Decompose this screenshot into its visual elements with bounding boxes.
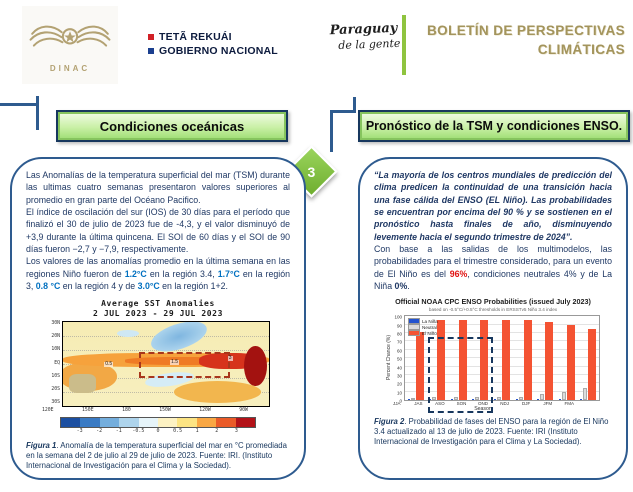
colorbar-segment bbox=[197, 418, 216, 427]
map-y-tick: 10N bbox=[51, 347, 60, 353]
chart-bar bbox=[588, 329, 596, 400]
text-segment: en la región 3.4, bbox=[146, 268, 218, 279]
chart-y-tick: 40 bbox=[396, 365, 402, 371]
chart-bar bbox=[480, 320, 488, 401]
figure2-caption bbox=[374, 417, 612, 447]
chart-bar bbox=[516, 399, 518, 400]
chart-bar bbox=[429, 399, 431, 400]
blue-square-icon bbox=[148, 48, 154, 54]
enso-paragraph-2 bbox=[374, 243, 612, 292]
chart-bar bbox=[562, 392, 566, 400]
legend-row bbox=[408, 330, 438, 336]
text-segment: Con base a las salidas de los multimodelos, las probabilidades para el trimestre considerado, para un evento de El Niño es del bbox=[374, 243, 612, 279]
enso-forecast-panel bbox=[358, 157, 628, 480]
chart-bar bbox=[411, 398, 415, 401]
enso-probability-figure bbox=[374, 297, 612, 447]
gov-line-1 bbox=[148, 30, 278, 44]
paraguay-slogan bbox=[329, 21, 400, 53]
map-land-australia bbox=[69, 374, 96, 392]
colorbar-segment bbox=[236, 418, 255, 427]
map-colorbar bbox=[60, 417, 256, 436]
map-y-tick: 10S bbox=[51, 373, 60, 379]
chart-x-tick: DJF bbox=[522, 401, 531, 407]
gov-line1-text: TETÃ REKUÁI bbox=[159, 31, 232, 43]
chart-bar bbox=[580, 399, 582, 400]
colorbar-tick: 0.5 bbox=[173, 428, 183, 435]
chart-bar bbox=[559, 399, 561, 400]
chart-y-tick: 10 bbox=[396, 390, 402, 396]
legend-label: La Niña bbox=[422, 318, 438, 324]
text-segment: . bbox=[407, 280, 410, 291]
chart-x-tick: JFM bbox=[543, 401, 553, 407]
legend-label: Neutral bbox=[422, 324, 437, 330]
enso-quote: “La mayoría de los centros mundiales de predicción del clima predicen la continuidad de una transición hacia una fase cálida del ENSO (EL Niño). Las probabilidades se encuentran por encima del 90 % y se sostienen en el pronóstico hasta finales de año, disminuyendo levemente hacia el segundo trimestre de 2024”. bbox=[374, 170, 612, 242]
chart-bar bbox=[416, 332, 424, 400]
colorbar-segment bbox=[177, 418, 196, 427]
chart-bar bbox=[502, 320, 510, 401]
text-segment: 3.0°C bbox=[137, 280, 160, 291]
chart-legend bbox=[408, 318, 438, 336]
chart-bar bbox=[459, 320, 467, 401]
chart-y-tick: 90 bbox=[396, 323, 402, 329]
left-section-title-text: Condiciones oceánicas bbox=[99, 118, 245, 134]
chart-x-tick: ASO bbox=[435, 401, 445, 407]
chart-bar bbox=[472, 399, 474, 400]
map-y-tick: 30N bbox=[51, 321, 60, 327]
sst-anomaly-map bbox=[62, 321, 270, 407]
text-segment: Los valores de las anomalías promedio en la última semana en las regiones Niño fueron de bbox=[26, 256, 290, 279]
chart-bar bbox=[494, 399, 496, 400]
chart-x-tick: SON bbox=[456, 401, 467, 407]
chart-y-tick: 70 bbox=[396, 339, 402, 345]
right-section-title-text: Pronóstico de la TSM y condiciones ENSO. bbox=[365, 119, 623, 133]
dinac-logo bbox=[22, 6, 118, 84]
map-title-line2: 2 JUL 2023 - 29 JUL 2023 bbox=[93, 308, 223, 318]
enso-bar-plot bbox=[404, 315, 600, 401]
ocean-paragraph-2: El índice de oscilación del sur (IOS) de 30 días para el período que finalizó el 30 de julio de 2023 fue de -4,3, y el valor disminuyó de +3,9 durante la última quincena. El SOI de 60 días y el SOI de 90 días fueron −2,7 y −7,9, respectivamente. bbox=[26, 206, 290, 254]
chart-x-tick: OND bbox=[478, 401, 489, 407]
text-segment: 0% bbox=[394, 280, 408, 291]
mid-bracket-vertical bbox=[330, 110, 333, 152]
map-contour-label-a: 0.5 bbox=[105, 361, 113, 368]
left-bracket-vertical bbox=[36, 96, 39, 130]
map-y-tick: 30S bbox=[51, 400, 60, 406]
colorbar-tick: 0 bbox=[156, 428, 160, 435]
text-segment: 4% bbox=[563, 268, 577, 279]
bar-cluster-jfm bbox=[556, 316, 578, 400]
ocean-conditions-panel bbox=[10, 157, 306, 480]
map-x-tick: 120E bbox=[42, 408, 54, 414]
left-bracket-horizontal bbox=[0, 103, 38, 106]
map-x-tick: 150E bbox=[82, 408, 94, 414]
chart-x-tick: NDJ bbox=[500, 401, 509, 407]
chart-bar bbox=[437, 320, 445, 401]
chart-y-tick: 60 bbox=[396, 348, 402, 354]
colorbar-tick: 2 bbox=[215, 428, 219, 435]
figure1-caption-label: Figura 1 bbox=[26, 441, 57, 451]
chart-bar bbox=[537, 399, 539, 400]
text-segment: 1.7°C bbox=[217, 268, 240, 279]
chart-subtitle: based on -0.5°C/+0.5°C thresholds in ERSSTv5 Niño 3.4 index bbox=[428, 307, 558, 313]
chart-bar bbox=[497, 397, 501, 400]
text-segment: 1.2°C bbox=[124, 268, 147, 279]
map-y-axis-labels bbox=[46, 321, 62, 405]
chart-x-tick: JAS bbox=[414, 401, 423, 407]
ocean-paragraph-1: Las Anomalías de la temperatura superficial del mar (TSM) durante las ultimas cuatro semanas presentaron valores superiores al promedio en gran parte del Océano Pacifico. bbox=[26, 170, 290, 205]
figure2-caption-text: . Probabilidad de fases del ENSO para la región de El Niño 3.4 actualizado al 13 de julio de 2023. Fuente: IRI (Instituto Internacional de Investigación para el Clima y La Sociedad). bbox=[374, 417, 609, 447]
chart-x-tick: FMA bbox=[564, 401, 575, 407]
header-divider bbox=[402, 15, 406, 75]
chart-y-axis-label: Percent Chance (%) bbox=[386, 334, 392, 380]
text-segment: 0.8 °C bbox=[35, 280, 61, 291]
government-brand bbox=[148, 30, 278, 58]
gov-line-2 bbox=[148, 44, 278, 58]
legend-swatch-icon bbox=[408, 330, 420, 336]
bar-cluster-son bbox=[470, 316, 492, 400]
red-square-icon bbox=[148, 34, 154, 40]
chart-bar bbox=[524, 320, 532, 401]
colorbar-tick: -3 bbox=[76, 428, 83, 435]
chart-y-tick: 100 bbox=[394, 314, 402, 320]
nino34-dashed-box bbox=[139, 352, 230, 378]
text-segment: en la región 3, bbox=[26, 268, 291, 291]
map-contour-label-b: 1.5 bbox=[171, 358, 179, 365]
text-segment: en la región 1+2. bbox=[159, 280, 228, 291]
left-section-title bbox=[56, 110, 288, 142]
slogan-line2: de la gente bbox=[338, 36, 401, 52]
map-x-tick: 180 bbox=[122, 408, 131, 414]
sst-anomaly-figure bbox=[26, 299, 290, 471]
colorbar-segment bbox=[61, 418, 80, 427]
right-section-title bbox=[358, 110, 630, 142]
bar-cluster-aso bbox=[448, 316, 470, 400]
bar-cluster-ond bbox=[491, 316, 513, 400]
map-y-tick: 20N bbox=[51, 334, 60, 340]
colorbar-segment bbox=[100, 418, 119, 427]
map-x-axis-labels bbox=[42, 408, 248, 413]
ocean-paragraph-3 bbox=[26, 255, 290, 292]
colorbar-tick: -1 bbox=[115, 428, 122, 435]
figure2-caption-label: Figura 2 bbox=[374, 417, 405, 427]
bulletin-title-line1: BOLETÍN DE PERSPECTIVAS bbox=[427, 23, 625, 38]
map-hot-coast bbox=[244, 346, 267, 386]
dinac-logo-text: DINAC bbox=[49, 63, 91, 73]
chart-bar bbox=[567, 325, 575, 401]
chart-y-tick: 30 bbox=[396, 373, 402, 379]
chart-bar bbox=[475, 397, 479, 400]
bar-cluster-fma bbox=[578, 316, 600, 400]
chart-bar bbox=[454, 397, 458, 400]
chart-y-tick: 20 bbox=[396, 381, 402, 387]
map-warm-southeast bbox=[174, 381, 261, 403]
gov-line2-text: GOBIERNO NACIONAL bbox=[159, 45, 278, 57]
chart-y-tick: 0 bbox=[399, 398, 402, 404]
map-contour-label-c: 3 bbox=[228, 354, 232, 361]
chart-y-tick: 50 bbox=[396, 356, 402, 362]
chart-title: Official NOAA CPC ENSO Probabilities (issued July 2023) bbox=[395, 297, 591, 307]
colorbar-segment bbox=[139, 418, 158, 427]
map-x-tick: 120W bbox=[199, 408, 211, 414]
chart-x-axis-label: Season bbox=[474, 406, 492, 413]
figure1-caption-text: . Anomalía de la temperatura superficial del mar en °C promediada en la semana del 2 de julio al 29 de julio de 2023. Fuente: IRI. (Instituto Internacional de Investigación para el Clima y la Sociedad). bbox=[26, 441, 287, 471]
map-title-line1: Average SST Anomalies bbox=[101, 299, 215, 309]
chart-bar bbox=[519, 397, 523, 400]
chart-bar bbox=[545, 322, 553, 400]
colorbar-ticks bbox=[60, 428, 256, 436]
mid-bracket-tick bbox=[353, 97, 356, 113]
chart-bar bbox=[432, 397, 436, 400]
dinac-wings-icon bbox=[28, 18, 112, 63]
colorbar-segment bbox=[80, 418, 99, 427]
map-y-tick: EQ bbox=[54, 360, 60, 366]
step-badge-number: 3 bbox=[307, 163, 316, 180]
slogan-line1: Paraguay bbox=[329, 20, 398, 39]
text-segment: 96% bbox=[449, 268, 468, 279]
map-y-tick: 20S bbox=[51, 386, 60, 392]
text-segment: y de La Niña bbox=[374, 268, 612, 291]
chart-x-tick: JJA bbox=[393, 401, 401, 407]
chart-bar bbox=[451, 399, 453, 400]
bar-cluster-ndj bbox=[513, 316, 535, 400]
colorbar-gradient bbox=[60, 417, 256, 428]
colorbar-tick: -2 bbox=[96, 428, 103, 435]
bulletin-title-line2: CLIMÁTICAS bbox=[537, 42, 625, 57]
bar-cluster-djf bbox=[534, 316, 556, 400]
bulletin-title bbox=[410, 21, 625, 59]
colorbar-segment bbox=[158, 418, 177, 427]
colorbar-tick: -0.5 bbox=[132, 428, 145, 435]
text-segment: en la región 4 y de bbox=[60, 280, 138, 291]
chart-y-tick: 80 bbox=[396, 331, 402, 337]
figure1-caption bbox=[26, 441, 290, 471]
colorbar-segment bbox=[216, 418, 235, 427]
colorbar-tick: 3 bbox=[234, 428, 238, 435]
chart-bar bbox=[408, 399, 410, 400]
text-segment: , condiciones neutrales bbox=[467, 268, 564, 279]
map-x-tick: 90W bbox=[239, 408, 248, 414]
chart-bar bbox=[583, 388, 587, 401]
chart-bar bbox=[540, 394, 544, 400]
legend-label: El Niño bbox=[422, 330, 437, 336]
colorbar-segment bbox=[119, 418, 138, 427]
map-x-tick: 150W bbox=[159, 408, 171, 414]
colorbar-tick: 1 bbox=[195, 428, 199, 435]
